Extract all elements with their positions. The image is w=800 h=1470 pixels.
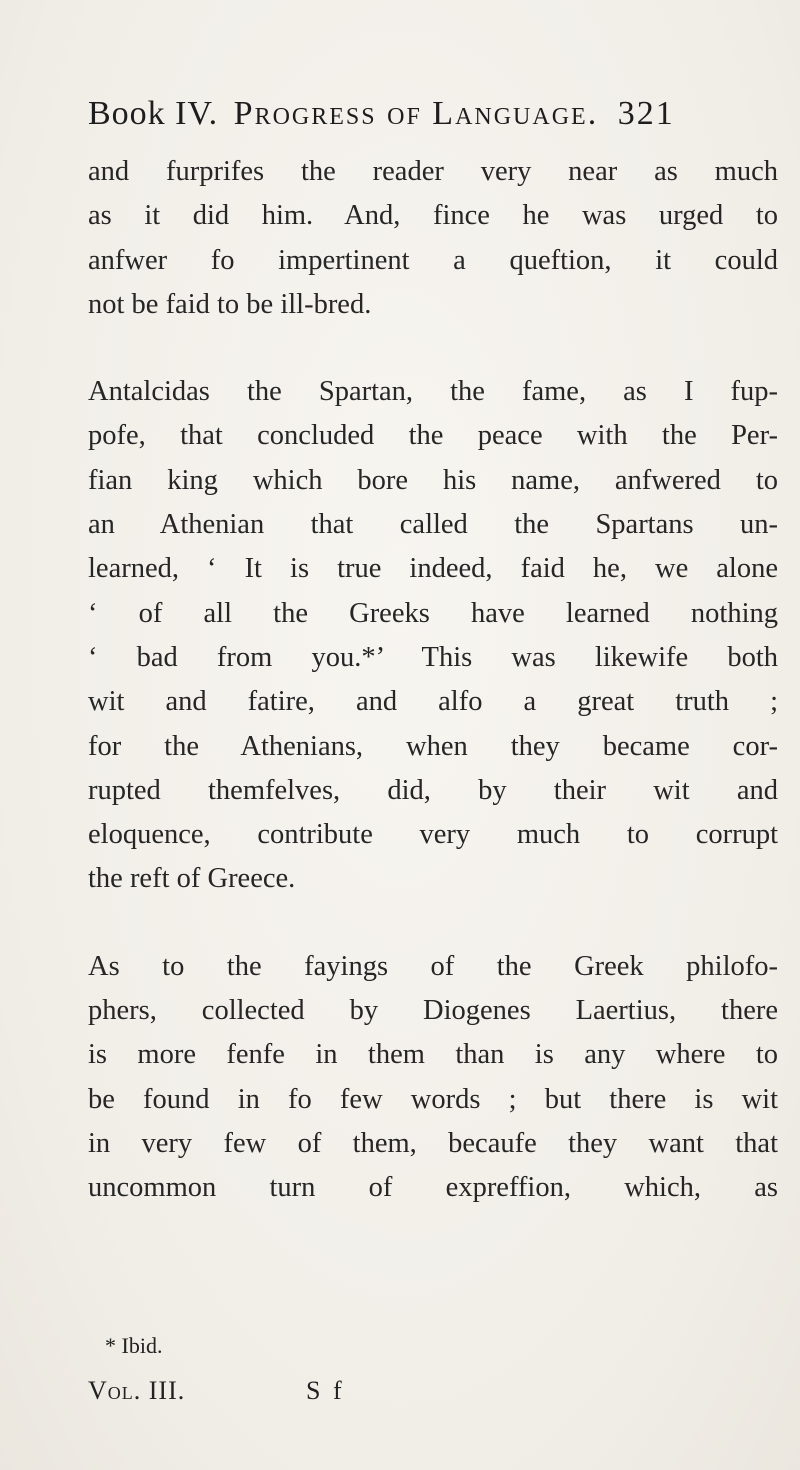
text-line: pofe, that concluded the peace with the Per-: [88, 420, 778, 452]
signature-line: [88, 1374, 688, 1408]
text-line: the reft of Greece.: [88, 863, 296, 895]
text-line: anfwer fo impertinent a queftion, it could: [88, 244, 778, 276]
text-line: Antalcidas the Spartan, the fame, as I fup-: [88, 376, 778, 408]
text-line: learned, ‘ It is true indeed, faid he, we alone: [88, 553, 778, 585]
header-title: Progress of Language.: [233, 95, 599, 132]
text-line: ‘ of all the Greeks have learned nothing: [88, 597, 778, 629]
text-line: uncommon turn of expreffion, which, as: [88, 1172, 778, 1204]
text-line: an Athenian that called the Spartans un-: [88, 509, 778, 541]
text-line: wit and fatire, and alfo a great truth ;: [88, 686, 778, 718]
text-line: eloquence, contribute very much to corrupt: [88, 819, 778, 851]
paragraph-2: [88, 370, 778, 902]
running-header: [88, 92, 768, 136]
header-book: Book IV.: [88, 95, 219, 132]
paragraph-1: [88, 150, 778, 327]
text-line: is more fenfe in them than is any where to: [88, 1039, 778, 1071]
paragraph-3: [88, 945, 778, 1211]
footnote: * Ibid.: [105, 1333, 163, 1358]
page-body: [88, 150, 778, 1211]
text-line: phers, collected by Diogenes Laertius, there: [88, 995, 778, 1027]
text-line: be found in fo few words ; but there is wit: [88, 1083, 778, 1115]
text-line: not be faid to be ill-bred.: [88, 288, 372, 320]
text-line: As to the fayings of the Greek philofo-: [88, 950, 778, 982]
text-line: fian king which bore his name, anfwered to: [88, 464, 778, 496]
page-number: 321: [617, 95, 675, 132]
text-line: in very few of them, becaufe they want that: [88, 1127, 778, 1159]
volume-label: Vol. III.: [88, 1376, 186, 1405]
text-line: and furprifes the reader very near as much: [88, 156, 778, 187]
text-line: rupted themfelves, did, by their wit and: [88, 774, 778, 806]
text-line: for the Athenians, when they became cor-: [88, 730, 778, 762]
signature-mark: S f: [306, 1376, 345, 1405]
text-line: as it did him. And, fince he was urged to: [88, 200, 778, 232]
text-line: ‘ bad from you.*’ This was likewife both: [88, 641, 778, 673]
